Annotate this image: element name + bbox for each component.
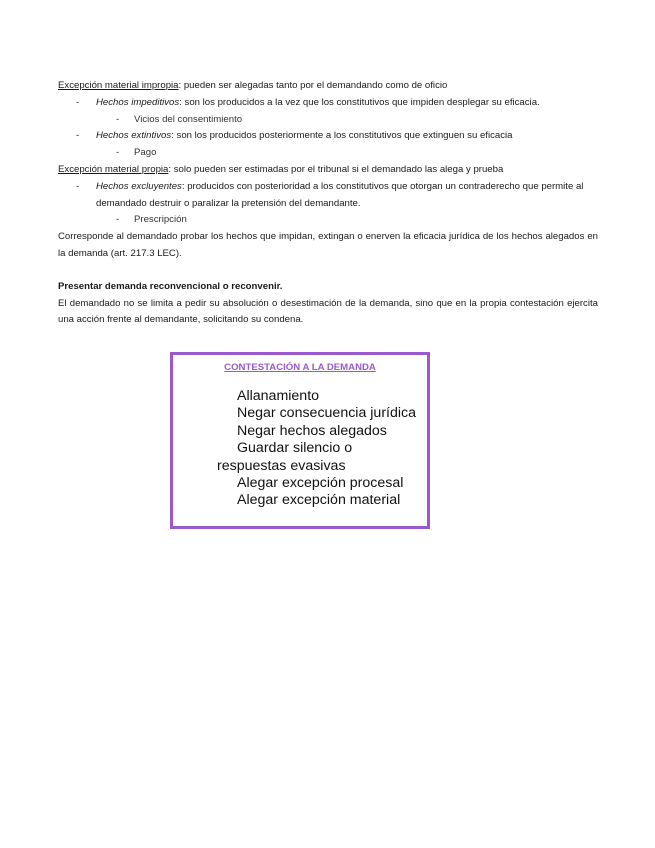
bullet-hechos-extintivos bbox=[58, 128, 598, 145]
box-item-excepcion-material: Alegar excepción material bbox=[237, 492, 401, 509]
sub-bullet-pago bbox=[58, 145, 598, 162]
excluyentes-text: : producidos con posterioridad a los constitutivos que otorgan un contraderecho que permite al demandado destruir o paralizar la pretensión del demandante. bbox=[96, 180, 584, 209]
bullet-dash: - bbox=[116, 113, 120, 125]
paragraph-propia bbox=[58, 162, 598, 179]
sub-bullet-prescripcion bbox=[58, 212, 598, 229]
box-item-excepcion-procesal: Alegar excepción procesal bbox=[237, 475, 404, 492]
extintivos-text: : son los producidos posteriormente a los constitutivos que extinguen su eficacia bbox=[171, 130, 513, 142]
prescripcion-text: Prescripción bbox=[134, 214, 187, 226]
box-item-negar-hechos: Negar hechos alegados bbox=[237, 422, 387, 439]
paragraph-reconvencion: El demandado no se limita a pedir su absolución o desestimación de la demanda, sino que en la propia contestación ejercita una acción frente al demandante, solicitando su condena. bbox=[58, 297, 598, 326]
propia-text: : solo pueden ser estimadas por el tribunal si el demandado las alega y prueba bbox=[168, 163, 504, 175]
box-title: CONTESTACIÓN A LA DEMANDA bbox=[224, 362, 376, 373]
document-body bbox=[58, 78, 598, 329]
bullet-dash: - bbox=[76, 180, 80, 192]
bullet-dash: - bbox=[116, 147, 120, 159]
term-hechos-impeditivos: Hechos impeditivos bbox=[96, 96, 180, 108]
box-item-negar-consecuencia: Negar consecuencia jurídica bbox=[237, 405, 417, 422]
bullet-hechos-excluyentes bbox=[58, 179, 598, 213]
contestacion-box bbox=[170, 352, 430, 529]
heading-excepcion-impropia: Excepción material impropia bbox=[58, 80, 179, 91]
paragraph-impropia bbox=[58, 78, 598, 95]
impropia-text: : pueden ser alegadas tanto por el demandando como de oficio bbox=[178, 80, 448, 91]
box-item-guardar-silencio: Guardar silencio o respuestas evasivas bbox=[217, 440, 353, 474]
box-item-allanamiento: Allanamiento bbox=[237, 388, 320, 404]
heading-excepcion-propia: Excepción material propia bbox=[58, 163, 169, 175]
spacer bbox=[58, 263, 598, 279]
box-list bbox=[217, 388, 422, 510]
pago-text: Pago bbox=[134, 147, 157, 159]
heading-reconvencion: Presentar demanda reconvencional o reconvenir. bbox=[58, 280, 283, 292]
bullet-dash: - bbox=[76, 130, 80, 142]
paragraph-carga-prueba: Corresponde al demandado probar los hechos que impidan, extingan o enerven la eficacia jurídica de los hechos alegados en la demanda (art. 217.3 LEC). bbox=[58, 231, 598, 259]
term-hechos-extintivos: Hechos extintivos bbox=[96, 130, 172, 142]
bullet-dash: - bbox=[116, 214, 120, 226]
impeditivos-text: : son los producidos a la vez que los constitutivos que impiden desplegar su eficacia. bbox=[179, 96, 540, 108]
bullet-dash: - bbox=[76, 96, 80, 108]
bullet-hechos-impeditivos bbox=[58, 95, 598, 112]
term-hechos-excluyentes: Hechos excluyentes bbox=[96, 180, 182, 192]
vicios-text: Vicios del consentimiento bbox=[134, 113, 243, 125]
sub-bullet-vicios bbox=[58, 112, 598, 129]
